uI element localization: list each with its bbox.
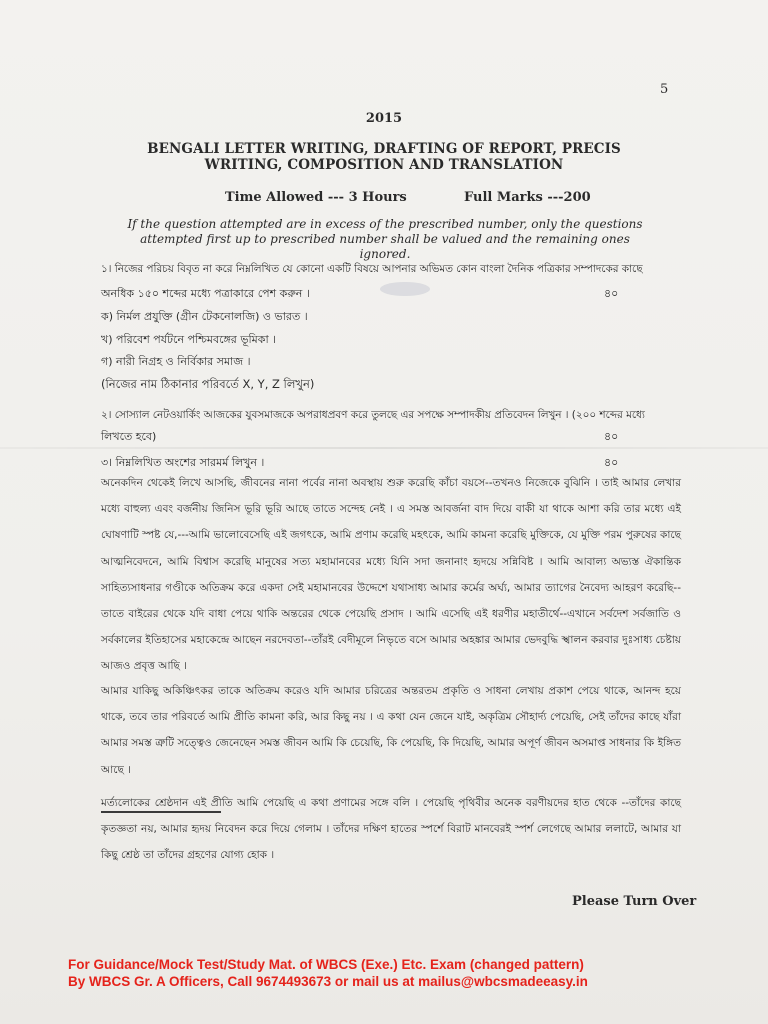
please-turn-over: Please Turn Over [572,894,697,909]
q1-option-b: খ) পরিবেশ পর্যটনে পশ্চিমবঙ্গের ভূমিকা । [101,333,277,346]
paper-title: BENGALI LETTER WRITING, DRAFTING OF REPORT, PRECIS WRITING, COMPOSITION AND TRANSLATION [147,141,621,173]
exam-year: 2015 [365,111,403,126]
q2-marks: ৪০ [604,430,619,443]
q1-line1: ১। নিজের পরিচয় বিবৃত না করে নিম্নলিখিত যে কোনো একটি বিষয়ে আপনার অভিমত কোন বাংলা দৈনিক পত্রিকার সম্পাদকের কাছে [101,263,643,275]
q2-line1: ২। সোস্যাল নেটওয়ার্কিং আজকের যুবসমাজকে অপরাধপ্রবণ করে তুলছে এর সপক্ষে সম্পাদকীয় প্রতিবেদন লিখুন । (২০০ শব্দের মধ্যে [101,409,645,421]
q3-paragraph-2: আমার যাকিছু অকিঞ্চিৎকর তাকে অতিক্রম করেও যদি আমার চরিত্রের অন্তরতম প্রকৃতি ও সাধনা লেখায় প্রকাশ পেয়ে থাকে, আনন্দ হয়ে থাকে, তবে তার পরিবর্তে আমি প্রীতি কামনা করি, আর কিছু নয় । এ কথা যেন জেনে যাই, অকৃত্রিম সৌহার্দ্য পেয়েছি, সেই তাঁদের কাছে যাঁরা আমার সমস্ত ত্রুটি সত্ত্বেও জেনেছেন সমস্ত জীবন আমি কি চেয়েছি, কি পেয়েছি, কি দিয়েছি, আমার অপূর্ণ জীবন অসমাপ্ত সাধনার কি ইঙ্গিত আছে । [101,685,681,776]
footer-line-1: For Guidance/Mock Test/Study Mat. of WBCS (Exe.) Etc. Exam (changed pattern) [68,957,584,972]
q3-paragraph-1: অনেকদিন থেকেই লিখে আসছি, জীবনের নানা পর্বের নানা অবস্থায় শুরু করেছি কাঁচা বয়সে--তখনও নিজেকে বুঝিনি । তাই আমার লেখার মধ্যে বাহুল্য এবং বর্জনীয় জিনিস ভূরি ভূরি আছে তাতে সন্দেহ নেই । এ সমস্ত আবর্জনা বাদ দিয়ে বাকী যা থাকে আশা করি তার মধ্যে এই ঘোষণাটি স্পষ্ট যে,---আমি ভালোবেসেছি এই জগৎকে, আমি প্রণাম করেছি মহৎকে, আমি কামনা করেছি মুক্তিকে, যে মুক্তি পরম পুরুষের কাছে আত্মনিবেদনে, আমি বিশ্বাস করেছি মানুষের সত্য মহামানবের মধ্যে যিনি সদা জনানাং হৃদয়ে সন্নিবিষ্ট । আমি আবাল্য অভ্যস্ত ঐকান্তিক সাহিত্যসাধনার গণ্ডীকে অতিক্রম করে একদা সেই মহামানবের উদ্দেশে যথাসাধ্য আমার কর্মের অর্ঘ্য, আমার ত্যাগের নৈবেদ্য আহরণ করেছি--তাতে বাইরের থেকে যদি বাধা পেয়ে থাকি অন্তরের থেকে পেয়েছি প্রসাদ । আমি এসেছি এই ধরণীর মহাতীর্থে--এখানে সর্বদেশ সর্বজাতি ও সর্বকালের ইতিহাসের মহাকেন্দ্রে আছেন নরদেবতা--তাঁরই বেদীমূলে নিভৃতে বসে আমার অহঙ্কার আমার ভেদবুদ্ধি স্খালন করবার দুঃসাধ্য চেষ্টায় আজও প্রবৃত্ত আছি । [101,477,681,673]
footer-line-2: By WBCS Gr. A Officers, Call 9674493673 or mail us at mailus@wbcsmadeeasy.in [68,974,588,989]
q3-marks: ৪০ [604,456,619,469]
q2-line2: লিখতে হবে) [101,430,157,443]
q1-marks: ৪০ [604,287,619,300]
footer-promo [68,956,708,990]
q3-heading: ৩। নিম্নলিখিত অংশের সারমর্ম লিখুন । [101,456,265,469]
full-marks: Full Marks ---200 [464,190,591,205]
pencil-underline [101,811,221,813]
q1-note: (নিজের নাম ঠিকানার পরিবর্তে X, Y, Z লিখুন) [101,377,315,391]
paper-fold-line [0,447,768,449]
q1-line2: অনধিক ১৫০ শব্দের মধ্যে পত্রাকারে পেশ করুন । [101,287,310,300]
q1-option-c: গ) নারী নিগ্রহ ও নির্বিকার সমাজ । [101,355,251,368]
time-allowed: Time Allowed --- 3 Hours [225,190,407,205]
q3-paragraph-3: মর্ত্যলোকের শ্রেষ্ঠদান এই প্রীতি আমি পেয়েছি এ কথা প্রণামের সঙ্গে বলি । পেয়েছি পৃথিবীর অনেক বরণীয়দের হাত থেকে --তাঁদের কাছে কৃতজ্ঞতা নয়, আমার হৃদয় নিবেদন করে দিয়ে গেলাম । তাঁদের দক্ষিণ হাতের স্পর্শে বিরাট মানবেরই স্পর্শ লেগেছে আমার ললাটে, আমার যা কিছু শ্রেষ্ঠ তা তাঁদের গ্রহণের যোগ্য হোক । [101,797,681,862]
q1-option-a: ক) নির্মল প্রযুক্তি (গ্রীন টেকনোলজি) ও ভারত । [101,310,308,323]
ink-stain [380,282,430,296]
exam-instruction: If the question attempted are in excess of the prescribed number, only the questions attempted first up to prescribed number shall be valued and the remaining ones ignored. [127,217,643,261]
page-number: 5 [660,82,669,97]
